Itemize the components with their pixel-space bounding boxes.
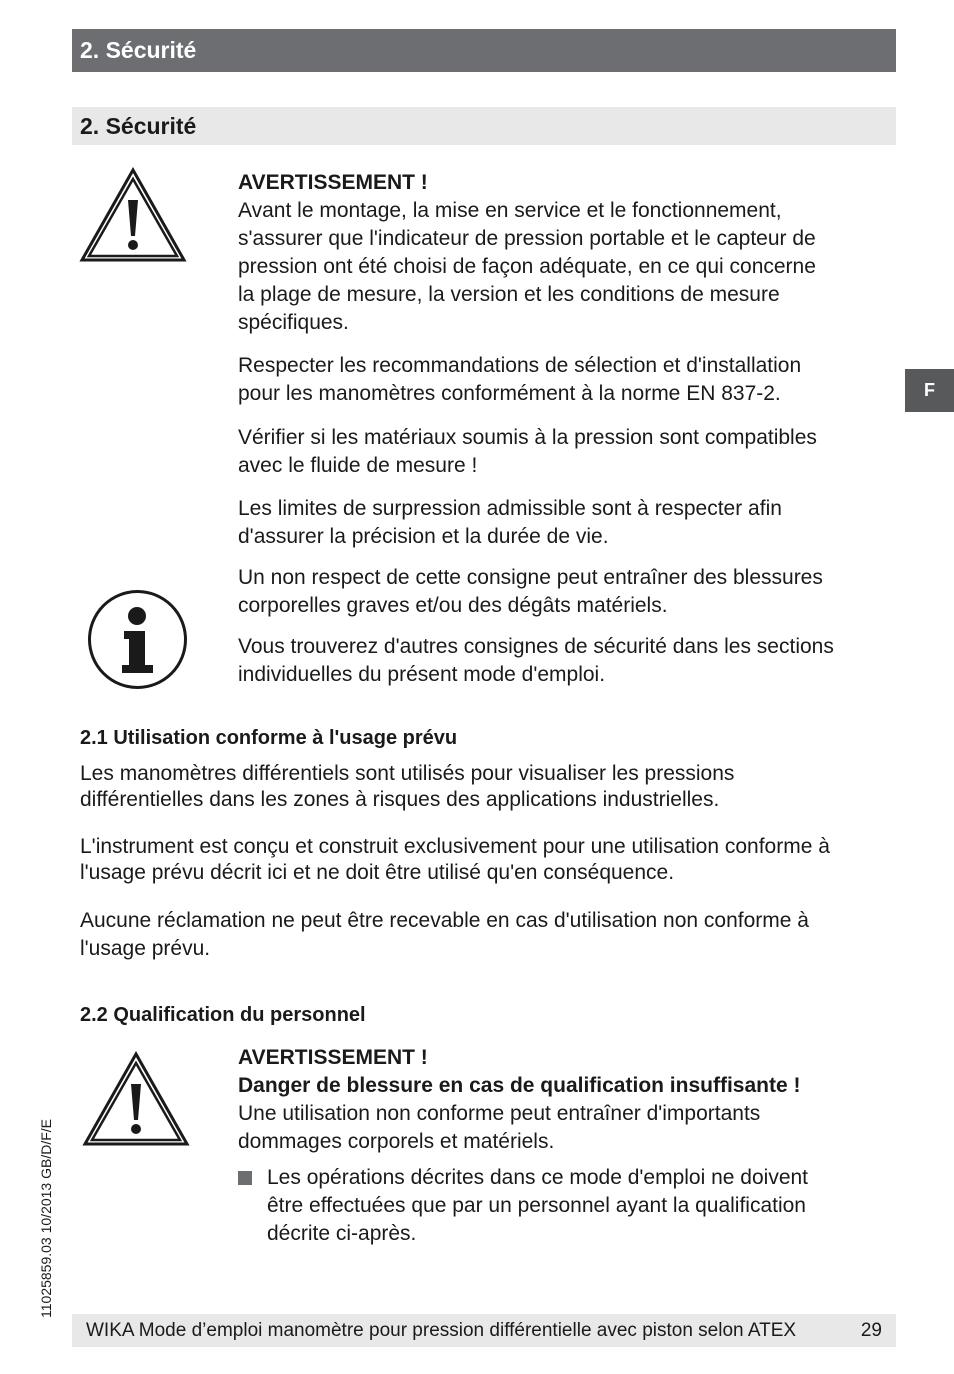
text-line: avec le fluide de mesure !	[238, 454, 478, 477]
subsection-title-2-1: 2.1 Utilisation conforme à l'usage prévu	[80, 727, 458, 749]
text-line: différentielles dans les zones à risques des applications industrielles.	[80, 788, 720, 811]
section-2-2-paragraph-1	[238, 1100, 888, 1156]
warning-paragraph-3	[238, 424, 888, 480]
text-line: Les limites de surpression admissible sont à respecter afin	[238, 497, 782, 520]
page-header-title: 2. Sécurité	[80, 37, 197, 63]
text-line: spécifiques.	[238, 311, 349, 334]
text-line: L'instrument est conçu et construit exclusivement pour une utilisation conforme à	[80, 835, 830, 858]
text-line: être effectuées que par un personnel ayant la qualification	[267, 1194, 806, 1217]
text-line: Vous trouverez d'autres consignes de sécurité dans les sections	[238, 635, 834, 658]
warning-heading: AVERTISSEMENT !	[238, 171, 428, 194]
footer-text: WIKA Mode d’emploi manomètre pour pression différentielle avec piston selon ATEX	[86, 1320, 797, 1341]
text-line: Les opérations décrites dans ce mode d'emploi ne doivent	[267, 1166, 809, 1189]
text-line: Aucune réclamation ne peut être recevable en cas d'utilisation non conforme à	[80, 909, 809, 932]
section-2-1-paragraph-2	[80, 834, 895, 886]
text-line: s'assurer que l'indicateur de pression portable et le capteur de	[238, 227, 816, 250]
text-line: corporelles graves et/ou des dégâts matériels.	[238, 594, 668, 617]
warning-paragraph-1	[238, 197, 888, 337]
text-line: l'usage prévu décrit ici et ne doit être utilisé qu'en conséquence.	[80, 861, 675, 884]
text-line: pour les manomètres conformément à la norme EN 837-2.	[238, 382, 781, 405]
section-2-1-paragraph-3	[80, 907, 895, 963]
text-line: l'usage prévu.	[80, 937, 211, 960]
subsection-title-2-2: 2.2 Qualification du personnel	[80, 1004, 366, 1026]
warning-paragraph-5	[238, 564, 888, 620]
text-line: décrite ci-après.	[267, 1222, 417, 1245]
warning-triangle-icon	[82, 1051, 190, 1147]
warning-heading-2: AVERTISSEMENT !	[238, 1046, 428, 1069]
text-line: d'assurer la précision et la durée de vie.	[238, 525, 609, 548]
warning-paragraph-4	[238, 495, 888, 551]
text-line: pression ont été choisi de façon adéquate, en ce qui concerne	[238, 255, 816, 278]
text-line: dommages corporels et matériels.	[238, 1130, 555, 1153]
warning-triangle-icon	[79, 167, 187, 263]
text-line: Les manomètres différentiels sont utilisés pour visualiser les pressions	[80, 762, 735, 785]
section-title-bar	[72, 107, 896, 145]
warning-paragraph-2	[238, 352, 888, 408]
text-line: individuelles du présent mode d'emploi.	[238, 663, 606, 686]
bullet-list-item	[238, 1164, 888, 1248]
language-tab[interactable]	[905, 369, 954, 412]
info-circle-icon	[87, 589, 188, 690]
text-line: Respecter les recommandations de sélection et d'installation	[238, 354, 802, 377]
bullet-square-icon	[238, 1171, 252, 1185]
text-line: Vérifier si les matériaux soumis à la pression sont compatibles	[238, 426, 817, 449]
text-line: Avant le montage, la mise en service et le fonctionnement,	[238, 199, 782, 222]
section-title: 2. Sécurité	[80, 113, 197, 139]
text-line: Une utilisation non conforme peut entraîner d'importants	[238, 1102, 761, 1125]
page-number: 29	[860, 1320, 882, 1341]
page-footer	[72, 1314, 896, 1347]
text-line: Un non respect de cette consigne peut entraîner des blessures	[238, 566, 823, 589]
page-header	[72, 29, 896, 72]
language-tab-label: F	[924, 380, 935, 400]
warning-subheading-2: Danger de blessure en cas de qualification insuffisante !	[238, 1074, 801, 1097]
document-code: 11025859.03 10/2013 GB/D/F/E	[38, 1119, 54, 1318]
text-line: la plage de mesure, la version et les conditions de mesure	[238, 283, 780, 306]
bullet-text	[267, 1164, 808, 1248]
info-paragraph	[238, 633, 888, 689]
section-2-1-paragraph-1	[80, 761, 895, 813]
